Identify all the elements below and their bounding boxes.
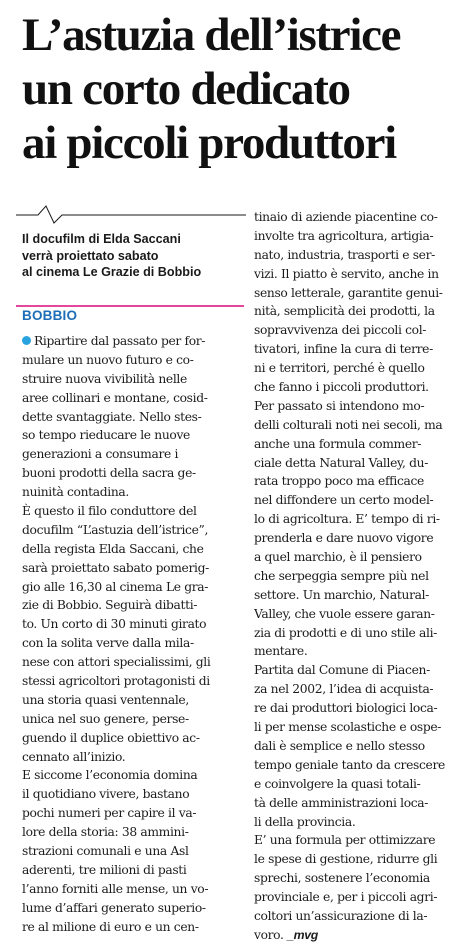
body-line [254, 680, 460, 699]
body-text: con la solita verve dalla mila- [22, 636, 194, 651]
body-text: dette svantaggiate. Nello stes- [22, 409, 202, 424]
body-text: za nel 2002, l’idea di acquista- [254, 682, 434, 697]
body-text: buoni prodotti della sacra ge- [22, 466, 196, 481]
body-line [254, 246, 460, 265]
lead-line: Il docufilm di Elda Saccani [22, 232, 181, 246]
body-text: lo di agricoltura. E’ tempo di ri- [254, 512, 440, 527]
body-text: ni e territori, perché è quello [254, 361, 425, 376]
body-text: stessi agricoltori protagonisti di [22, 674, 210, 689]
body-line [22, 691, 244, 710]
body-line [254, 416, 460, 435]
body-text: settore. Un marchio, Natural- [254, 587, 429, 602]
body-line [254, 378, 460, 397]
body-text: tà delle amministrazioni loca- [254, 795, 429, 810]
body-text: della regista Elda Saccani, che [22, 541, 204, 556]
lead-line: verrà proiettato sabato [22, 248, 159, 263]
bullet-icon [22, 336, 31, 345]
body-line [254, 888, 460, 907]
body-text: È questo il filo conduttore del [22, 504, 197, 519]
headline-line: un corto dedicato [22, 63, 350, 115]
body-line [22, 370, 244, 389]
body-text: delli colturali noti nei secoli, ma [254, 417, 443, 432]
body-line [254, 321, 460, 340]
body-line [254, 227, 460, 246]
body-text: nese con attori specialissimi, gli [22, 655, 211, 670]
article-column-left [22, 332, 244, 937]
body-line [254, 510, 460, 529]
body-line [254, 642, 460, 661]
body-line [254, 775, 460, 794]
body-line [22, 389, 244, 408]
body-line [22, 596, 244, 615]
body-text: tempo geniale tanto da crescere [254, 757, 445, 772]
body-line [254, 586, 460, 605]
body-line [254, 926, 460, 945]
body-line [22, 729, 244, 748]
body-text: Valley, che vuole essere garan- [254, 606, 435, 621]
body-text: sopravvivenza dei piccoli col- [254, 323, 427, 338]
body-text: li della provincia. [254, 814, 356, 829]
body-line [254, 302, 460, 321]
kicker-rule [16, 305, 244, 307]
body-text: zia di prodotti e di uno stile ali- [254, 625, 437, 640]
body-line [22, 918, 244, 937]
body-text: tinaio di aziende piacentine co- [254, 210, 438, 224]
body-text: involte tra agricoltura, artigia- [254, 228, 434, 243]
body-line [254, 472, 460, 491]
body-line [22, 672, 244, 691]
headline-line: L’astuzia dell’istrice [22, 9, 401, 61]
body-line [254, 567, 460, 586]
body-text: docufilm “L’astuzia dell’istrice”, [22, 522, 209, 537]
body-text: to. Un corto di 30 minuti girato [22, 617, 207, 632]
body-text: generazioni a consumare i [22, 447, 179, 462]
body-line [22, 653, 244, 672]
body-line [254, 548, 460, 567]
body-line [254, 265, 460, 284]
body-text: dali è semplice e nello stesso [254, 738, 425, 753]
body-text: nuinità contadina. [22, 485, 129, 500]
body-text: gio alle 16,30 al cinema Le gra- [22, 579, 209, 594]
body-text: provinciale e, per i piccoli agri- [254, 890, 438, 905]
location-kicker: BOBBIO [22, 308, 78, 323]
body-line [254, 794, 460, 813]
body-line [22, 785, 244, 804]
body-line [254, 208, 460, 227]
body-text: struire nuova vivibilità nelle [22, 371, 187, 386]
body-line [22, 710, 244, 729]
body-line [254, 605, 460, 624]
body-text: le spese di gestione, ridurre gli [254, 852, 438, 867]
body-line [254, 850, 460, 869]
body-text: aderenti, tre milioni di pasti [22, 862, 187, 877]
body-text: strazioni comunali e una Asl [22, 844, 189, 859]
body-text: ciale detta Natural Valley, du- [254, 455, 428, 470]
body-text: sprechi, sostenere l’economia [254, 871, 430, 886]
body-text: guendo il duplice obiettivo ac- [22, 730, 200, 745]
body-line [254, 869, 460, 888]
body-line [22, 408, 244, 427]
body-text: nel diffondere un certo model- [254, 493, 434, 508]
body-line [254, 284, 460, 303]
body-line [22, 615, 244, 634]
body-text: coltori un’assicurazione di la- [254, 908, 428, 923]
article-column-right [254, 208, 460, 945]
body-line [254, 491, 460, 510]
body-text: Per passato si intendono mo- [254, 398, 425, 413]
body-line [254, 340, 460, 359]
body-line [22, 766, 244, 785]
body-line [254, 454, 460, 473]
body-line [254, 661, 460, 680]
body-text: mulare un nuovo futuro e co- [22, 352, 194, 367]
body-text: sarà proiettato sabato pomerig- [22, 560, 209, 575]
body-text: l’anno forniti alle mense, un vo- [22, 881, 209, 896]
body-line [254, 699, 460, 718]
body-text: a quel marchio, è il pensiero [254, 550, 422, 565]
body-line [22, 899, 244, 918]
separator-rule [16, 203, 246, 225]
body-line [254, 529, 460, 548]
body-text: E siccome l’economia domina [22, 768, 198, 783]
body-line [254, 907, 460, 926]
body-line [22, 861, 244, 880]
body-line [22, 540, 244, 559]
body-text: Ripartire dal passato per for- [34, 334, 206, 348]
body-line [22, 521, 244, 540]
body-text: una storia quasi ventennale, [22, 692, 189, 707]
body-text: e coinvolgere la quasi totali- [254, 776, 421, 791]
body-line [22, 351, 244, 370]
body-text: che serpeggia sempre più nel [254, 568, 429, 583]
body-text: che fanno i piccoli produttori. [254, 380, 429, 395]
body-text: so tempo rieducare le nuove [22, 428, 190, 443]
body-line [22, 464, 244, 483]
body-text: re dai produttori biologici loca- [254, 701, 438, 716]
body-text: cennato all’inizio. [22, 749, 126, 764]
body-line [254, 397, 460, 416]
body-text: zie di Bobbio. Seguirà dibatti- [22, 598, 198, 613]
body-line [22, 559, 244, 578]
body-text: voro. [254, 927, 284, 942]
body-text: vizi. Il piatto è servito, anche in [254, 266, 439, 281]
body-line [22, 426, 244, 445]
body-line [22, 842, 244, 861]
author-signature: _mvg [287, 927, 318, 942]
body-line [22, 748, 244, 767]
headline [22, 8, 458, 170]
body-text: senso letterale, garantite genui- [254, 285, 443, 300]
body-text: anche una formula commer- [254, 436, 422, 451]
body-line [254, 624, 460, 643]
lead-line: al cinema Le Grazie di Bobbio [22, 265, 202, 279]
body-line [22, 445, 244, 464]
body-text: nato, industria, trasporti e ser- [254, 247, 435, 262]
body-line [22, 804, 244, 823]
body-text: lore della storia: 38 ammini- [22, 825, 189, 840]
body-text: mentare. [254, 644, 308, 659]
lead-paragraph [22, 231, 242, 281]
body-text: E’ una formula per ottimizzare [254, 833, 436, 848]
body-line [22, 634, 244, 653]
body-line [254, 813, 460, 832]
body-text: nità, semplicità dei prodotti, la [254, 304, 435, 319]
body-line [254, 756, 460, 775]
body-text: lume d’affari generato superio- [22, 900, 206, 915]
body-text: aree collinari e montane, cosid- [22, 390, 208, 405]
body-text: rata troppo poco ma efficace [254, 474, 424, 489]
headline-line: ai piccoli produttori [22, 117, 396, 169]
body-line [254, 359, 460, 378]
body-text: pochi numeri per capire il va- [22, 806, 197, 821]
body-line [22, 502, 244, 521]
body-text: tivatori, infine la cura di terre- [254, 342, 433, 357]
body-text: prenderla e dare nuovo vigore [254, 531, 434, 546]
body-line [22, 332, 244, 351]
body-line [22, 880, 244, 899]
body-line [22, 823, 244, 842]
body-text: li per mense scolastiche e ospe- [254, 720, 442, 735]
body-text: unica nel suo genere, perse- [22, 711, 189, 726]
body-line [254, 718, 460, 737]
body-text: Partita dal Comune di Piacen- [254, 663, 430, 678]
body-text: il quotidiano vivere, bastano [22, 787, 190, 802]
body-line [254, 831, 460, 850]
body-text: re al milione di euro e un cen- [22, 919, 199, 934]
body-line [22, 578, 244, 597]
body-line [254, 737, 460, 756]
body-line [254, 435, 460, 454]
body-line [22, 483, 244, 502]
